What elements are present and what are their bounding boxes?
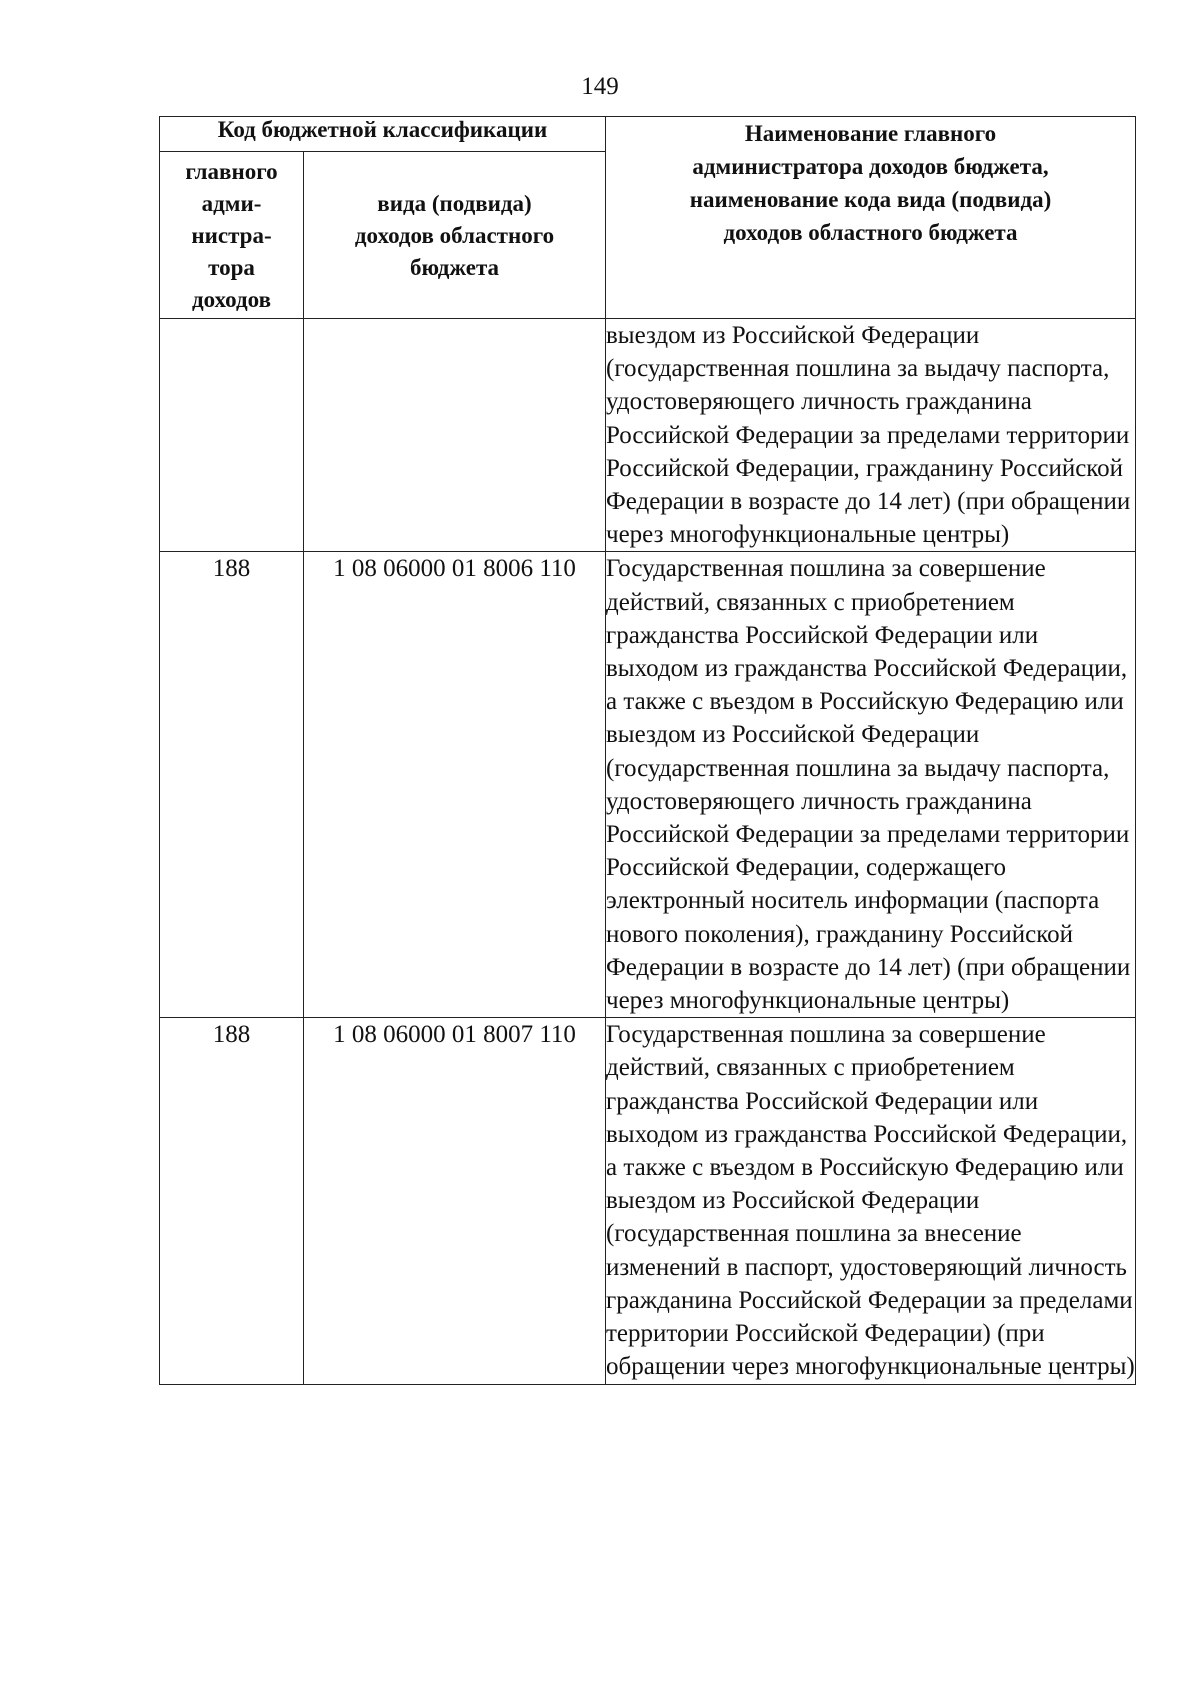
budget-classification-table <box>159 116 1136 1385</box>
header-name-line: Наименование главного <box>744 121 997 146</box>
table-row <box>160 552 1136 1018</box>
description-cell: Государственная пошлина за совершение действий, связанных с приобретением гражданства Российской Федерации или выходом из гражданства Российской Федерации, а также с въездом в Российскую Федерацию или выездом из Российской Федерации (государственная пошлина за выдачу паспорта, удостоверяющего личность гражданина Российской Федерации за пределами территории Российской Федерации, содержащего электронный носитель информации (паспорта нового поколения), гражданину Российской Федерации в возрасте до 14 лет) (при обращении через многофункциональные центры) <box>606 552 1136 1018</box>
kind-code-cell: 1 08 06000 01 8007 110 <box>304 1018 606 1384</box>
admin-code-cell <box>160 319 304 552</box>
header-admin-line: адми- <box>201 191 262 216</box>
page-number: 149 <box>581 73 619 100</box>
header-name-column <box>606 117 1136 319</box>
kind-code-cell: 1 08 06000 01 8006 110 <box>304 552 606 1018</box>
header-kind-line: доходов областного <box>354 223 555 248</box>
table-row <box>160 1018 1136 1384</box>
header-name-line: наименование кода вида (подвида) <box>689 187 1052 212</box>
header-admin-code-column <box>160 152 304 319</box>
header-admin-line: доходов <box>191 287 271 312</box>
header-kind-line: бюджета <box>409 255 500 280</box>
admin-code-cell: 188 <box>160 552 304 1018</box>
table-header-row-group <box>160 117 1136 152</box>
kind-code-cell <box>304 319 606 552</box>
header-kind-line: вида (подвида) <box>377 191 532 216</box>
admin-code-cell: 188 <box>160 1018 304 1384</box>
header-name-line: администратора доходов бюджета, <box>692 154 1049 179</box>
description-cell: Государственная пошлина за совершение действий, связанных с приобретением гражданства Российской Федерации или выходом из гражданства Российской Федерации, а также с въездом в Российскую Федерацию или выездом из Российской Федерации (государственная пошлина за внесение изменений в паспорт, удостоверяющий личность гражданина Российской Федерации за пределами территории Российской Федерации) (при обращении через многофункциональные центры) <box>606 1018 1136 1384</box>
header-admin-line: главного <box>185 159 278 184</box>
header-admin-line: нистра- <box>191 223 272 248</box>
description-cell: выездом из Российской Федерации (государственная пошлина за выдачу паспорта, удостоверяющего личность гражданина Российской Федерации за пределами территории Российской Федерации, гражданину Российской Федерации в возрасте до 14 лет) (при обращении через многофункциональные центры) <box>606 319 1136 552</box>
header-kind-code-column <box>304 152 606 319</box>
header-budget-classification-code: Код бюджетной классификации <box>160 117 606 152</box>
header-admin-line: тора <box>208 255 255 280</box>
table-row <box>160 319 1136 552</box>
header-name-line: доходов областного бюджета <box>723 220 1018 245</box>
